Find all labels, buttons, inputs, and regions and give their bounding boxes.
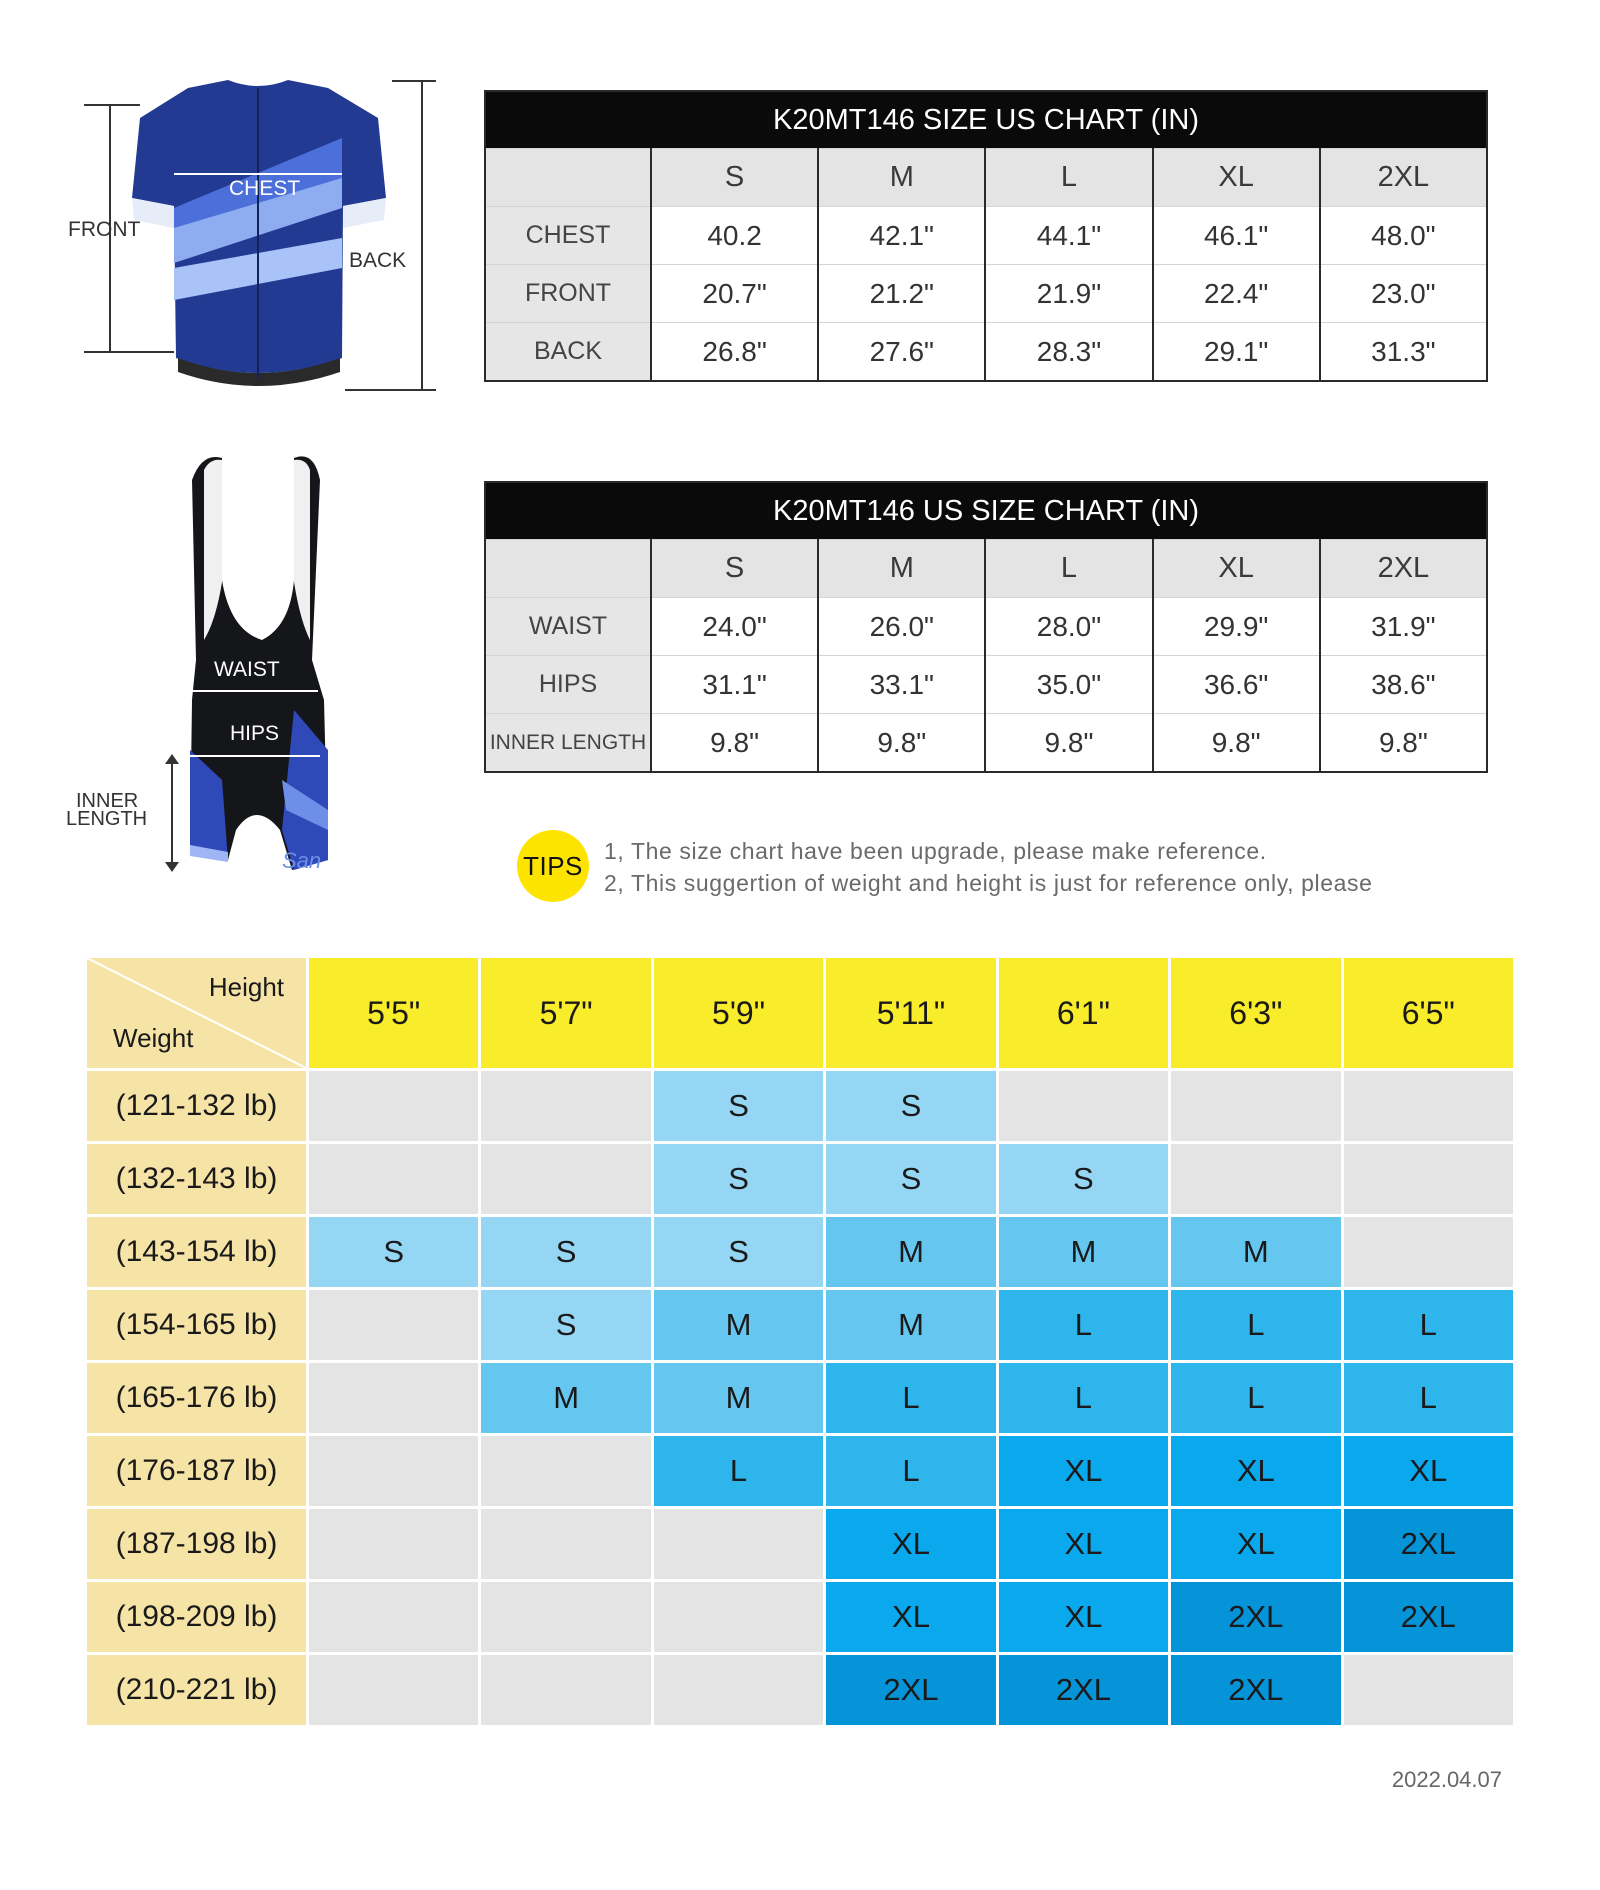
empty-cell xyxy=(1344,1655,1513,1725)
hips-label: HIPS xyxy=(230,722,280,745)
table-cell: 9.8" xyxy=(985,714,1152,773)
height-header: 6'3" xyxy=(1171,958,1340,1068)
table-cell: 20.7" xyxy=(651,265,818,323)
empty-cell xyxy=(481,1144,650,1214)
size-recommendation-cell: 2XL xyxy=(1171,1655,1340,1725)
size-recommendation-cell: S xyxy=(999,1144,1168,1214)
empty-cell xyxy=(654,1655,823,1725)
table-row xyxy=(485,265,1487,323)
size-recommendation-cell: L xyxy=(1171,1290,1340,1360)
jersey-size-table xyxy=(484,90,1488,382)
table-cell: 27.6" xyxy=(818,323,985,382)
height-header: 5'7" xyxy=(481,958,650,1068)
size-recommendation-cell: S xyxy=(481,1217,650,1287)
tip-line-1: 1, The size chart have been upgrade, please make reference. xyxy=(604,838,1267,864)
size-recommendation-cell: 2XL xyxy=(1344,1582,1513,1652)
size-recommendation-cell: 2XL xyxy=(999,1655,1168,1725)
height-header-row xyxy=(87,958,1513,1068)
empty-cell xyxy=(481,1436,650,1506)
inner-length-arrow-top xyxy=(165,754,179,764)
weight-range-label: (165-176 lb) xyxy=(87,1363,306,1433)
height-header: 5'5" xyxy=(309,958,478,1068)
empty-cell xyxy=(309,1290,478,1360)
size-recommendation-cell: XL xyxy=(826,1582,995,1652)
hips-measure-line xyxy=(188,755,320,757)
size-recommendation-cell: S xyxy=(481,1290,650,1360)
table-cell: 46.1" xyxy=(1153,207,1320,265)
row-label: CHEST xyxy=(485,207,651,265)
table-corner xyxy=(485,149,651,207)
tips-badge: TIPS xyxy=(517,830,589,902)
empty-cell xyxy=(309,1655,478,1725)
size-recommendation-cell: M xyxy=(654,1363,823,1433)
row-label: WAIST xyxy=(485,598,651,656)
weight-range-label: (121-132 lb) xyxy=(87,1071,306,1141)
size-recommendation-cell: XL xyxy=(1171,1509,1340,1579)
size-header: M xyxy=(818,540,985,598)
back-dimension-tick-top xyxy=(392,80,436,82)
tip-line-2: 2, This suggertion of weight and height is just for reference only, please xyxy=(604,870,1373,896)
empty-cell xyxy=(654,1582,823,1652)
height-weight-size-grid xyxy=(84,955,1516,1728)
table-cell: 31.1" xyxy=(651,656,818,714)
size-header: 2XL xyxy=(1320,540,1487,598)
height-header: 6'1" xyxy=(999,958,1168,1068)
size-recommendation-cell: L xyxy=(999,1363,1168,1433)
size-recommendation-cell: XL xyxy=(999,1582,1168,1652)
table-cell: 48.0" xyxy=(1320,207,1487,265)
front-label: FRONT xyxy=(68,218,141,241)
table-cell: 24.0" xyxy=(651,598,818,656)
table-cell: 42.1" xyxy=(818,207,985,265)
size-recommendation-cell: 2XL xyxy=(1344,1509,1513,1579)
table-cell: 21.9" xyxy=(985,265,1152,323)
inner-length-arrow-bottom xyxy=(165,862,179,872)
inner-length-label-line2: LENGTH xyxy=(66,808,148,830)
chest-label: CHEST xyxy=(229,177,301,200)
size-recommendation-cell: 2XL xyxy=(1171,1582,1340,1652)
row-label: INNER LENGTH xyxy=(485,714,651,773)
empty-cell xyxy=(309,1071,478,1141)
weight-row xyxy=(87,1217,1513,1287)
size-recommendation-cell: M xyxy=(481,1363,650,1433)
empty-cell xyxy=(1171,1144,1340,1214)
empty-cell xyxy=(481,1071,650,1141)
bib-logo-text: San xyxy=(282,848,322,873)
table-cell: 33.1" xyxy=(818,656,985,714)
corner-weight-label: Weight xyxy=(113,1023,194,1053)
table-row xyxy=(485,598,1487,656)
weight-range-label: (143-154 lb) xyxy=(87,1217,306,1287)
weight-range-label: (198-209 lb) xyxy=(87,1582,306,1652)
size-recommendation-cell: XL xyxy=(1344,1436,1513,1506)
weight-range-label: (210-221 lb) xyxy=(87,1655,306,1725)
height-header: 6'5" xyxy=(1344,958,1513,1068)
empty-cell xyxy=(481,1655,650,1725)
table-cell: 31.9" xyxy=(1320,598,1487,656)
size-recommendation-cell: 2XL xyxy=(826,1655,995,1725)
size-recommendation-cell: S xyxy=(654,1071,823,1141)
size-recommendation-cell: XL xyxy=(999,1509,1168,1579)
weight-row xyxy=(87,1290,1513,1360)
table-cell: 9.8" xyxy=(651,714,818,773)
table-row xyxy=(485,207,1487,265)
table-cell: 31.3" xyxy=(1320,323,1487,382)
height-header: 5'9" xyxy=(654,958,823,1068)
weight-range-label: (132-143 lb) xyxy=(87,1144,306,1214)
size-recommendation-cell: XL xyxy=(826,1509,995,1579)
size-recommendation-cell: S xyxy=(654,1144,823,1214)
empty-cell xyxy=(999,1071,1168,1141)
size-recommendation-cell: L xyxy=(1344,1290,1513,1360)
table-cell: 29.9" xyxy=(1153,598,1320,656)
size-header: L xyxy=(985,149,1152,207)
size-recommendation-cell: XL xyxy=(1171,1436,1340,1506)
size-recommendation-cell: M xyxy=(654,1290,823,1360)
table-cell: 29.1" xyxy=(1153,323,1320,382)
empty-cell xyxy=(309,1509,478,1579)
table-cell: 38.6" xyxy=(1320,656,1487,714)
back-dimension-line xyxy=(421,80,423,390)
weight-row xyxy=(87,1363,1513,1433)
empty-cell xyxy=(481,1509,650,1579)
table-row xyxy=(485,323,1487,382)
corner-height-label: Height xyxy=(208,972,284,1002)
inner-length-label-line1: INNER xyxy=(76,790,139,812)
size-recommendation-cell: M xyxy=(999,1217,1168,1287)
back-label: BACK xyxy=(349,249,407,272)
size-recommendation-cell: S xyxy=(826,1071,995,1141)
table-corner xyxy=(485,540,651,598)
date-stamp: 2022.04.07 xyxy=(1391,1767,1502,1792)
jersey-table-title: K20MT146 SIZE US CHART (IN) xyxy=(485,91,1487,149)
size-recommendation-cell: S xyxy=(654,1217,823,1287)
size-header: XL xyxy=(1153,540,1320,598)
table-cell: 28.0" xyxy=(985,598,1152,656)
empty-cell xyxy=(1344,1071,1513,1141)
empty-cell xyxy=(309,1582,478,1652)
size-header: XL xyxy=(1153,149,1320,207)
table-cell: 28.3" xyxy=(985,323,1152,382)
table-cell: 9.8" xyxy=(818,714,985,773)
size-header: S xyxy=(651,540,818,598)
table-cell: 44.1" xyxy=(985,207,1152,265)
row-label: BACK xyxy=(485,323,651,382)
empty-cell xyxy=(1171,1071,1340,1141)
waist-measure-line xyxy=(192,690,318,692)
table-row xyxy=(485,714,1487,773)
weight-row xyxy=(87,1509,1513,1579)
weight-row xyxy=(87,1655,1513,1725)
inner-length-line xyxy=(171,756,173,868)
row-label: FRONT xyxy=(485,265,651,323)
size-recommendation-cell: L xyxy=(654,1436,823,1506)
empty-cell xyxy=(309,1144,478,1214)
size-recommendation-cell: M xyxy=(826,1290,995,1360)
table-cell: 23.0" xyxy=(1320,265,1487,323)
size-recommendation-cell: L xyxy=(1171,1363,1340,1433)
weight-range-label: (176-187 lb) xyxy=(87,1436,306,1506)
weight-row xyxy=(87,1436,1513,1506)
size-recommendation-cell: XL xyxy=(999,1436,1168,1506)
row-label: HIPS xyxy=(485,656,651,714)
size-recommendation-cell: L xyxy=(826,1436,995,1506)
size-recommendation-cell: S xyxy=(826,1144,995,1214)
weight-row xyxy=(87,1071,1513,1141)
weight-range-label: (187-198 lb) xyxy=(87,1509,306,1579)
waist-label: WAIST xyxy=(214,658,280,681)
size-recommendation-cell: M xyxy=(826,1217,995,1287)
size-header: L xyxy=(985,540,1152,598)
size-recommendation-cell: S xyxy=(309,1217,478,1287)
weight-row xyxy=(87,1144,1513,1214)
table-cell: 9.8" xyxy=(1153,714,1320,773)
table-cell: 26.0" xyxy=(818,598,985,656)
table-cell: 35.0" xyxy=(985,656,1152,714)
table-cell: 21.2" xyxy=(818,265,985,323)
size-recommendation-cell: L xyxy=(826,1363,995,1433)
bib-table-title: K20MT146 US SIZE CHART (IN) xyxy=(485,482,1487,540)
table-cell: 40.2 xyxy=(651,207,818,265)
size-header: M xyxy=(818,149,985,207)
grid-corner xyxy=(87,958,306,1068)
empty-cell xyxy=(309,1436,478,1506)
table-cell: 9.8" xyxy=(1320,714,1487,773)
weight-row xyxy=(87,1582,1513,1652)
table-cell: 26.8" xyxy=(651,323,818,382)
bib-size-table xyxy=(484,481,1488,773)
empty-cell xyxy=(309,1363,478,1433)
size-header: 2XL xyxy=(1320,149,1487,207)
size-header: S xyxy=(651,149,818,207)
table-cell: 36.6" xyxy=(1153,656,1320,714)
empty-cell xyxy=(481,1582,650,1652)
weight-range-label: (154-165 lb) xyxy=(87,1290,306,1360)
jersey-shirt-graphic xyxy=(128,78,388,388)
size-recommendation-cell: L xyxy=(999,1290,1168,1360)
back-dimension-tick-bottom xyxy=(345,389,436,391)
size-recommendation-cell: M xyxy=(1171,1217,1340,1287)
height-header: 5'11" xyxy=(826,958,995,1068)
empty-cell xyxy=(654,1509,823,1579)
empty-cell xyxy=(1344,1217,1513,1287)
size-recommendation-cell: L xyxy=(1344,1363,1513,1433)
empty-cell xyxy=(1344,1144,1513,1214)
table-cell: 22.4" xyxy=(1153,265,1320,323)
table-row xyxy=(485,656,1487,714)
